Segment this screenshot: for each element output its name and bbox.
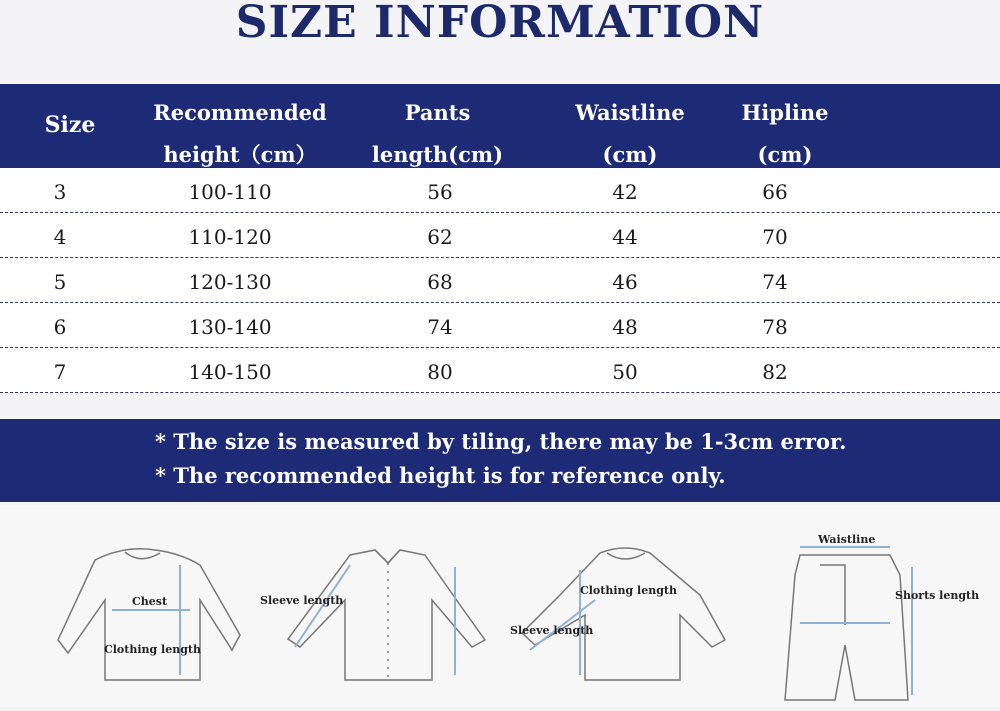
cell-hip: 78 — [762, 315, 788, 339]
cell-waist: 44 — [612, 225, 638, 249]
table-row — [0, 303, 1000, 348]
cell-waist: 42 — [612, 180, 638, 204]
cell-hip: 70 — [762, 225, 788, 249]
cell-height: 110-120 — [188, 225, 272, 249]
note-height-reference: * The recommended height is for reference only. — [155, 463, 726, 488]
cell-size: 6 — [53, 315, 67, 339]
cell-size: 7 — [53, 360, 67, 384]
measurement-diagrams — [0, 505, 1000, 707]
page-title: SIZE INFORMATION — [235, 0, 765, 48]
header-size: Size — [44, 112, 96, 138]
cell-height: 130-140 — [188, 315, 272, 339]
header-hipline: Hipline (cm) — [741, 100, 829, 167]
label-sleeve-length: Sleeve length — [260, 594, 344, 607]
cell-pants: 62 — [427, 225, 453, 249]
cell-pants: 80 — [427, 360, 453, 384]
notes-banner — [0, 419, 1000, 502]
size-table-body — [0, 168, 1000, 393]
cell-height: 120-130 — [188, 270, 272, 294]
header-height: Recommended height（cm） — [153, 100, 327, 167]
cell-waist: 50 — [612, 360, 638, 384]
note-measurement-error: * The size is measured by tiling, there may be 1-3cm error. — [155, 429, 847, 454]
cell-waist: 46 — [612, 270, 638, 294]
table-row — [0, 213, 1000, 258]
header-pants-length: Pants length(cm) — [371, 100, 504, 167]
table-row — [0, 168, 1000, 213]
table-header — [0, 84, 1000, 168]
cell-hip: 82 — [762, 360, 788, 384]
shorts-icon — [785, 555, 908, 700]
cell-hip: 66 — [762, 180, 788, 204]
cell-pants: 56 — [427, 180, 453, 204]
cell-hip: 74 — [762, 270, 788, 294]
label-waistline: Waistline — [818, 533, 876, 546]
cell-pants: 68 — [427, 270, 453, 294]
cell-size: 4 — [53, 225, 67, 249]
table-row — [0, 258, 1000, 303]
label-sleeve-length-raglan: Sleeve length — [510, 624, 594, 637]
sweater-icon — [58, 549, 240, 680]
label-chest: Chest — [132, 595, 168, 608]
label-clothing-length: Clothing length — [104, 643, 201, 656]
header-waistline: Waistline (cm) — [575, 100, 685, 167]
cell-height: 100-110 — [188, 180, 272, 204]
cell-pants: 74 — [427, 315, 453, 339]
label-shorts-length: Shorts length — [895, 589, 980, 602]
cell-height: 140-150 — [188, 360, 272, 384]
cell-waist: 48 — [612, 315, 638, 339]
cell-size: 3 — [53, 180, 67, 204]
table-row — [0, 348, 1000, 393]
diagrams-svg — [0, 505, 1000, 707]
cell-size: 5 — [53, 270, 67, 294]
label-clothing-length-raglan: Clothing length — [580, 584, 677, 597]
raglan-icon — [522, 548, 725, 680]
